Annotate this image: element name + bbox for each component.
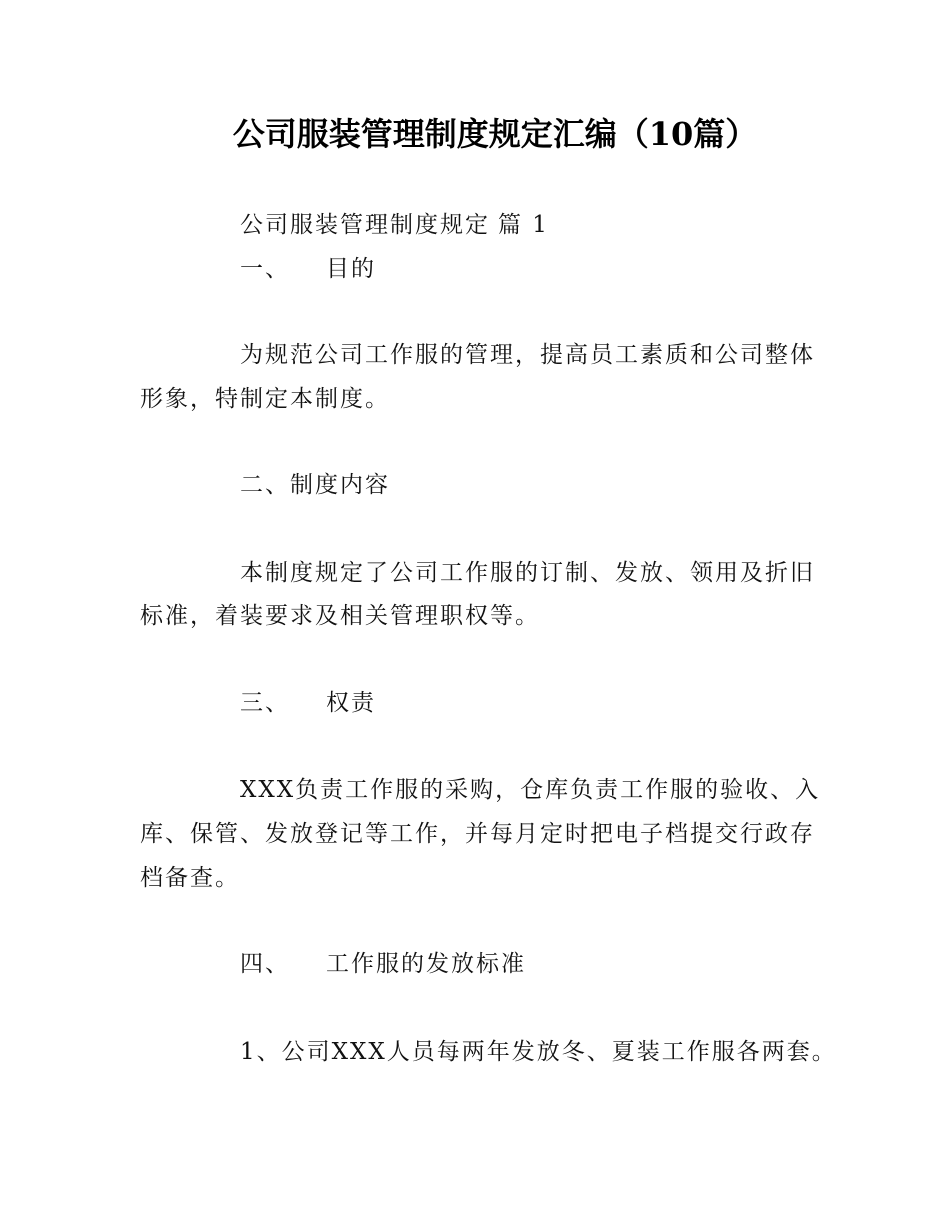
paragraph-line: XXX负责工作服的采购，仓库负责工作服的验收、入 (240, 777, 821, 803)
section-marker: 三、 (240, 690, 290, 716)
chapter-heading (240, 210, 549, 240)
paragraph-line: 档备查。 (140, 865, 240, 891)
section-marker: 四、 (240, 951, 290, 977)
section-label: 工作服的发放标准 (326, 951, 526, 977)
section-label: 权责 (326, 690, 376, 716)
paragraph-line: 标准，着装要求及相关管理职权等。 (140, 603, 540, 629)
section-marker: 一、 (240, 256, 290, 282)
document-title: 公司服装管理制度规定汇编（10篇） (232, 115, 758, 153)
chapter-heading-name: 公司服装管理制度规定 (240, 212, 490, 238)
section-heading-responsibilities (240, 688, 376, 718)
section-heading-purpose (240, 254, 376, 284)
section-label: 目的 (326, 256, 376, 282)
paragraph-line: 库、保管、发放登记等工作，并每月定时把电子档提交行政存 (140, 821, 815, 847)
paragraph-line: 形象，特制定本制度。 (140, 386, 390, 412)
paragraph-line: 本制度规定了公司工作服的订制、发放、领用及折旧 (240, 560, 815, 586)
chapter-heading-number: 篇 1 (498, 212, 549, 238)
section-heading-content: 二、制度内容 (240, 472, 390, 498)
section-heading-issuance-standard (240, 949, 526, 979)
paragraph-line: 为规范公司工作服的管理，提高员工素质和公司整体 (240, 342, 815, 368)
list-item: 1、公司XXX人员每两年发放冬、夏装工作服各两套。 (240, 1039, 837, 1065)
